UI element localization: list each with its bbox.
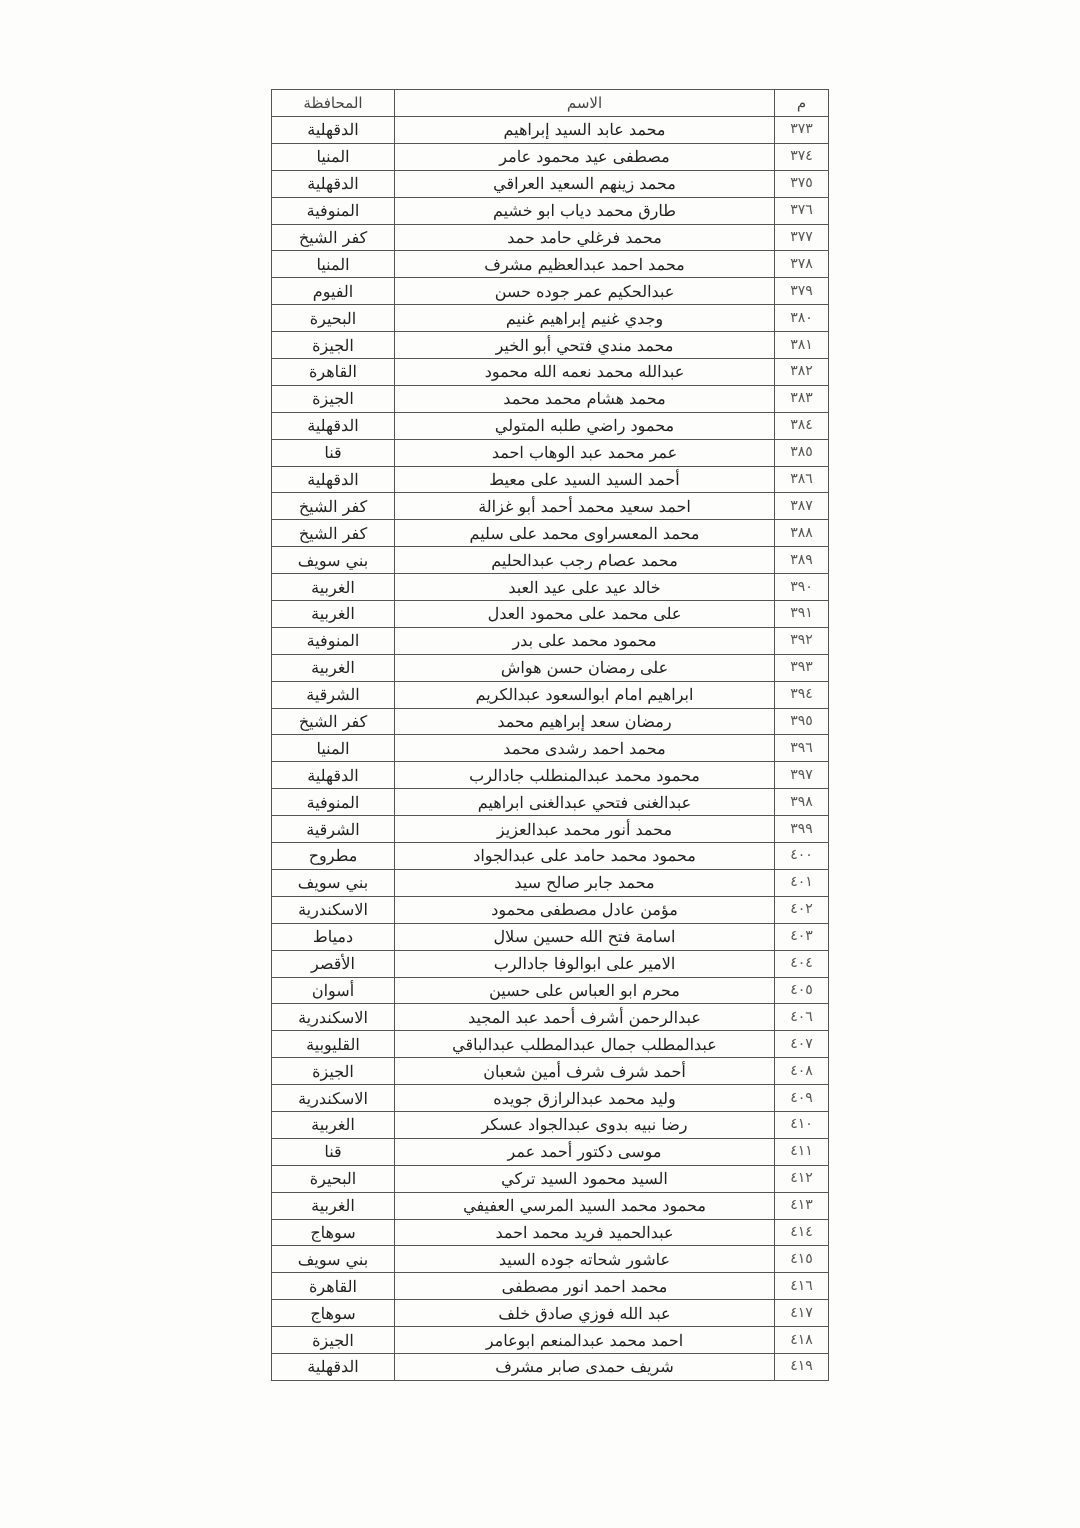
- row-number: ٣٩٤: [775, 681, 829, 708]
- row-governorate: الفيوم: [272, 278, 395, 305]
- row-name: وجدي غنيم إبراهيم غنيم: [395, 305, 775, 332]
- row-governorate: الدقهلية: [272, 412, 395, 439]
- table-row: [272, 923, 829, 950]
- row-number: ٣٨٣: [775, 385, 829, 412]
- row-name: شريف حمدى صابر مشرف: [395, 1353, 775, 1380]
- table-row: [272, 1327, 829, 1354]
- row-number: ٣٨٨: [775, 520, 829, 547]
- row-number: ٤٠٣: [775, 923, 829, 950]
- table-row: [272, 278, 829, 305]
- row-number: ٤١٤: [775, 1219, 829, 1246]
- row-governorate: سوهاج: [272, 1219, 395, 1246]
- row-name: ابراهيم امام ابوالسعود عبدالكريم: [395, 681, 775, 708]
- row-name: عبدالله محمد نعمه الله محمود: [395, 359, 775, 386]
- table-row: [272, 869, 829, 896]
- row-number: ٤٠٦: [775, 1004, 829, 1031]
- table-row: [272, 654, 829, 681]
- row-name: مؤمن عادل مصطفى محمود: [395, 896, 775, 923]
- row-governorate: القاهرة: [272, 359, 395, 386]
- row-number: ٣٨٤: [775, 412, 829, 439]
- row-name: محمود محمد عبدالمنطلب جادالرب: [395, 762, 775, 789]
- table-row: [272, 332, 829, 359]
- row-name: عبدالمطلب جمال عبدالمطلب عبدالباقي: [395, 1031, 775, 1058]
- header-name: الاسم: [395, 90, 775, 117]
- row-number: ٣٧٤: [775, 143, 829, 170]
- row-number: ٤٠٧: [775, 1031, 829, 1058]
- row-number: ٤٠٠: [775, 843, 829, 870]
- row-number: ٤١٦: [775, 1273, 829, 1300]
- table-row: [272, 1300, 829, 1327]
- table-row: [272, 1273, 829, 1300]
- row-number: ٣٩١: [775, 601, 829, 628]
- row-name: محمود محمد حامد على عبدالجواد: [395, 843, 775, 870]
- row-name: محمود محمد السيد المرسي العفيفي: [395, 1192, 775, 1219]
- row-name: احمد محمد عبدالمنعم ابوعامر: [395, 1327, 775, 1354]
- row-number: ٣٧٩: [775, 278, 829, 305]
- table-body: [272, 117, 829, 1381]
- row-number: ٣٨٢: [775, 359, 829, 386]
- table-row: [272, 224, 829, 251]
- row-governorate: كفر الشيخ: [272, 520, 395, 547]
- row-governorate: المنوفية: [272, 197, 395, 224]
- row-governorate: الدقهلية: [272, 762, 395, 789]
- row-number: ٣٨٠: [775, 305, 829, 332]
- table-row: [272, 1353, 829, 1380]
- row-name: محمد أنور محمد عبدالعزيز: [395, 816, 775, 843]
- row-number: ٣٩٣: [775, 654, 829, 681]
- row-name: محمود محمد على بدر: [395, 627, 775, 654]
- row-number: ٣٩٢: [775, 627, 829, 654]
- row-number: ٣٩٦: [775, 735, 829, 762]
- table-row: [272, 117, 829, 144]
- row-governorate: الجيزة: [272, 1327, 395, 1354]
- row-governorate: الغربية: [272, 1192, 395, 1219]
- row-governorate: القليوبية: [272, 1031, 395, 1058]
- row-governorate: الاسكندرية: [272, 1004, 395, 1031]
- row-name: رضا نبيه بدوى عبدالجواد عسكر: [395, 1111, 775, 1138]
- table-row: [272, 708, 829, 735]
- table-header-row: [272, 90, 829, 117]
- row-governorate: البحيرة: [272, 1165, 395, 1192]
- table-row: [272, 896, 829, 923]
- row-number: ٤١٣: [775, 1192, 829, 1219]
- row-number: ٣٧٥: [775, 170, 829, 197]
- row-governorate: الغربية: [272, 601, 395, 628]
- table-row: [272, 1111, 829, 1138]
- row-number: ٣٧٨: [775, 251, 829, 278]
- row-name: رمضان سعد إبراهيم محمد: [395, 708, 775, 735]
- row-governorate: كفر الشيخ: [272, 493, 395, 520]
- row-name: احمد سعيد محمد أحمد أبو غزالة: [395, 493, 775, 520]
- row-number: ٤٠٢: [775, 896, 829, 923]
- row-number: ٤٠١: [775, 869, 829, 896]
- row-governorate: بني سويف: [272, 1246, 395, 1273]
- row-name: محمد جابر صالح سيد: [395, 869, 775, 896]
- row-number: ٤٠٥: [775, 977, 829, 1004]
- row-governorate: القاهرة: [272, 1273, 395, 1300]
- row-governorate: دمياط: [272, 923, 395, 950]
- row-name: السيد محمود السيد تركي: [395, 1165, 775, 1192]
- row-governorate: أسوان: [272, 977, 395, 1004]
- row-number: ٤٠٩: [775, 1085, 829, 1112]
- row-number: ٣٨٩: [775, 547, 829, 574]
- row-name: محمد فرغلي حامد حمد: [395, 224, 775, 251]
- table-row: [272, 493, 829, 520]
- table-row: [272, 681, 829, 708]
- table-row: [272, 843, 829, 870]
- table-row: [272, 547, 829, 574]
- table-row: [272, 735, 829, 762]
- row-number: ٣٨٧: [775, 493, 829, 520]
- table-row: [272, 359, 829, 386]
- row-name: محمد احمد عبدالعظيم مشرف: [395, 251, 775, 278]
- row-governorate: المنيا: [272, 143, 395, 170]
- table-row: [272, 1138, 829, 1165]
- row-governorate: الشرقية: [272, 681, 395, 708]
- row-name: عبدالحميد فريد محمد احمد: [395, 1219, 775, 1246]
- row-name: الامير على ابوالوفا جادالرب: [395, 950, 775, 977]
- row-name: عبدالحكيم عمر جوده حسن: [395, 278, 775, 305]
- row-name: عبدالرحمن أشرف أحمد عبد المجيد: [395, 1004, 775, 1031]
- table-row: [272, 251, 829, 278]
- row-governorate: الاسكندرية: [272, 896, 395, 923]
- table-row: [272, 1004, 829, 1031]
- row-governorate: بني سويف: [272, 869, 395, 896]
- row-number: ٤١٧: [775, 1300, 829, 1327]
- row-name: على محمد على محمود العدل: [395, 601, 775, 628]
- row-governorate: الشرقية: [272, 816, 395, 843]
- row-governorate: بني سويف: [272, 547, 395, 574]
- header-governorate: المحافظة: [272, 90, 395, 117]
- row-number: ٤١١: [775, 1138, 829, 1165]
- row-number: ٣٩٧: [775, 762, 829, 789]
- row-governorate: الدقهلية: [272, 170, 395, 197]
- row-governorate: قنا: [272, 439, 395, 466]
- row-name: مصطفى عيد محمود عامر: [395, 143, 775, 170]
- table-row: [272, 143, 829, 170]
- row-name: وليد محمد عبدالرازق جويده: [395, 1085, 775, 1112]
- row-name: أحمد السيد السيد على معيط: [395, 466, 775, 493]
- row-number: ٤١٨: [775, 1327, 829, 1354]
- row-governorate: قنا: [272, 1138, 395, 1165]
- row-name: محمد احمد انور مصطفى: [395, 1273, 775, 1300]
- row-number: ٤١٠: [775, 1111, 829, 1138]
- table-row: [272, 950, 829, 977]
- row-number: ٣٨١: [775, 332, 829, 359]
- row-number: ٤٠٨: [775, 1058, 829, 1085]
- row-name: محمد عصام رجب عبدالحليم: [395, 547, 775, 574]
- row-number: ٤١٩: [775, 1353, 829, 1380]
- row-name: أحمد شرف شرف أمين شعبان: [395, 1058, 775, 1085]
- row-name: محمود راضي طلبه المتولي: [395, 412, 775, 439]
- row-number: ٣٩٨: [775, 789, 829, 816]
- table-row: [272, 1192, 829, 1219]
- row-name: محرم ابو العباس على حسين: [395, 977, 775, 1004]
- row-number: ٣٩٥: [775, 708, 829, 735]
- table-row: [272, 601, 829, 628]
- row-name: اسامة فتح الله حسين سلال: [395, 923, 775, 950]
- table-row: [272, 385, 829, 412]
- row-number: ٣٧٣: [775, 117, 829, 144]
- table-row: [272, 439, 829, 466]
- row-name: موسى دكتور أحمد عمر: [395, 1138, 775, 1165]
- row-governorate: المنيا: [272, 735, 395, 762]
- names-table: [271, 89, 829, 1381]
- row-name: عبد الله فوزي صادق خلف: [395, 1300, 775, 1327]
- table-row: [272, 627, 829, 654]
- row-number: ٤٠٤: [775, 950, 829, 977]
- row-governorate: المنوفية: [272, 789, 395, 816]
- row-name: محمد هشام محمد محمد: [395, 385, 775, 412]
- table-row: [272, 1246, 829, 1273]
- row-name: محمد احمد رشدى محمد: [395, 735, 775, 762]
- row-governorate: الجيزة: [272, 332, 395, 359]
- row-governorate: الدقهلية: [272, 1353, 395, 1380]
- table-row: [272, 466, 829, 493]
- row-governorate: المنيا: [272, 251, 395, 278]
- row-name: عمر محمد عبد الوهاب احمد: [395, 439, 775, 466]
- table-row: [272, 197, 829, 224]
- row-name: محمد عابد السيد إبراهيم: [395, 117, 775, 144]
- row-governorate: الدقهلية: [272, 466, 395, 493]
- row-number: ٣٩٠: [775, 574, 829, 601]
- table-row: [272, 816, 829, 843]
- row-name: طارق محمد دياب ابو خشيم: [395, 197, 775, 224]
- table-row: [272, 170, 829, 197]
- row-number: ٤١٥: [775, 1246, 829, 1273]
- row-governorate: الاسكندرية: [272, 1085, 395, 1112]
- row-name: محمد المعسراوى محمد على سليم: [395, 520, 775, 547]
- row-name: عاشور شحاته جوده السيد: [395, 1246, 775, 1273]
- table-row: [272, 574, 829, 601]
- table-row: [272, 977, 829, 1004]
- table-row: [272, 1165, 829, 1192]
- row-governorate: الغربية: [272, 1111, 395, 1138]
- table-row: [272, 789, 829, 816]
- table-row: [272, 1085, 829, 1112]
- row-name: على رمضان حسن هواش: [395, 654, 775, 681]
- row-governorate: مطروح: [272, 843, 395, 870]
- table-row: [272, 412, 829, 439]
- table-row: [272, 305, 829, 332]
- row-number: ٤١٢: [775, 1165, 829, 1192]
- row-number: ٣٧٧: [775, 224, 829, 251]
- row-number: ٣٧٦: [775, 197, 829, 224]
- row-governorate: كفر الشيخ: [272, 708, 395, 735]
- row-number: ٣٩٩: [775, 816, 829, 843]
- table-row: [272, 520, 829, 547]
- row-name: محمد مندي فتحي أبو الخير: [395, 332, 775, 359]
- row-governorate: المنوفية: [272, 627, 395, 654]
- row-governorate: كفر الشيخ: [272, 224, 395, 251]
- row-number: ٣٨٥: [775, 439, 829, 466]
- row-governorate: الدقهلية: [272, 117, 395, 144]
- row-governorate: الغربية: [272, 654, 395, 681]
- row-name: عبدالغنى فتحي عبدالغنى ابراهيم: [395, 789, 775, 816]
- table-row: [272, 1219, 829, 1246]
- row-governorate: سوهاج: [272, 1300, 395, 1327]
- row-name: خالد عيد على عيد العبد: [395, 574, 775, 601]
- row-name: محمد زينهم السعيد العراقي: [395, 170, 775, 197]
- table-row: [272, 1031, 829, 1058]
- row-governorate: الغربية: [272, 574, 395, 601]
- row-governorate: البحيرة: [272, 305, 395, 332]
- table-row: [272, 762, 829, 789]
- header-number: م: [775, 90, 829, 117]
- row-governorate: الجيزة: [272, 385, 395, 412]
- row-governorate: الأقصر: [272, 950, 395, 977]
- table-row: [272, 1058, 829, 1085]
- row-number: ٣٨٦: [775, 466, 829, 493]
- row-governorate: الجيزة: [272, 1058, 395, 1085]
